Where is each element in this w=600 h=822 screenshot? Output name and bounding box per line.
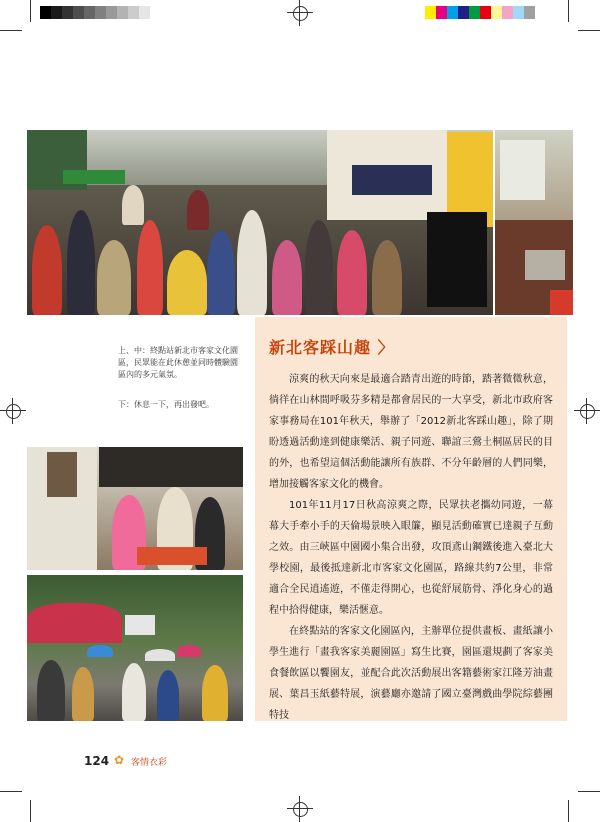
section-name: 客情衣彩 [131, 758, 168, 768]
calibration-swatch [73, 6, 84, 19]
calibration-swatch [84, 6, 95, 19]
calibration-swatch [447, 6, 458, 19]
article-body [269, 369, 553, 726]
crop-mark [568, 0, 569, 22]
calibration-swatch [425, 6, 436, 19]
calibration-swatch [524, 6, 535, 19]
calibration-swatch [469, 6, 480, 19]
article-title: 新北客踩山趣 〉 [269, 338, 395, 357]
calibration-swatch [513, 6, 524, 19]
registration-mark-right [574, 398, 600, 424]
calibration-swatch [491, 6, 502, 19]
calibration-swatch [51, 6, 62, 19]
calibration-swatch [502, 6, 513, 19]
registration-mark-left [0, 398, 26, 424]
color-calibration-bar [425, 6, 535, 19]
crop-mark [578, 30, 600, 31]
photo-food-booth [27, 447, 243, 570]
photo-courtyard-plants [495, 130, 573, 315]
caption-top: 上、中：終點站新北市客家文化園區，民眾能在此休憩並同時體驗園區內的多元氣氛。 [118, 346, 238, 379]
registration-mark-top [287, 0, 313, 26]
crop-mark [0, 30, 22, 31]
caption-bottom: 下：休息一下，再出發吧。 [118, 400, 214, 409]
calibration-swatch [40, 6, 51, 19]
calibration-swatch [95, 6, 106, 19]
speaker [427, 212, 487, 307]
calibration-swatch [458, 6, 469, 19]
article-paragraph-2: 101年11月17日秋高涼爽之際，民眾扶老攜幼同遊，一幕幕大手牽小手的天倫場景映入眼簾，顯見活動確實已達親子互動之效。由三峽區中園國小集合出發，攻頂鳶山鋼鐵後進入臺北大學校園，最後抵達新北市客家文化園區，路線共約7公里，非常適合全民逍遙遊，不僅走得開心，也從舒展筋骨、淨化身心的過程中拾得健康，樂活愜意。 [269, 500, 553, 616]
calibration-swatch [128, 6, 139, 19]
photo-crowd-at-park [27, 130, 493, 315]
tent-red [27, 603, 122, 643]
article-paragraph-3: 在終點站的客家文化園區內，主辦單位提供畫板、畫紙讓小學生進行「畫我客家美麗園區」寫生比賽，園區還規劃了客家美食餐飲區以饗園友，並配合此次活動展出客籍藝術家江隆芳油畫展、葉昌玉紙藝特展，演藝廳亦邀請了國立臺灣戲曲學院綜藝團特技 [269, 626, 553, 721]
crop-mark [30, 0, 31, 22]
calibration-swatch [150, 6, 161, 19]
crop-mark [0, 791, 22, 792]
registration-mark-bottom [287, 796, 313, 822]
calibration-swatch [139, 6, 150, 19]
calibration-swatch [106, 6, 117, 19]
crop-mark [578, 791, 600, 792]
calibration-swatch [436, 6, 447, 19]
grayscale-calibration-bar [40, 6, 161, 19]
flower-icon: ✿ [114, 753, 125, 767]
green-sign [63, 170, 125, 184]
calibration-swatch [62, 6, 73, 19]
photo-rainy-path [27, 575, 243, 721]
crop-mark [568, 800, 569, 822]
calibration-swatch [117, 6, 128, 19]
article-panel [255, 317, 567, 721]
calibration-swatch [480, 6, 491, 19]
crop-mark [30, 800, 31, 822]
page-number: 124 [84, 754, 110, 768]
article-paragraph-1: 涼爽的秋天向來是最適合踏青出遊的時節，踏著微微秋意，徜徉在山林間呼吸芬多精是都會居民的一大享受，新北市政府客家事務局在101年秋天，舉辦了「2012新北客踩山趣」，除了期盼透過活動達到健康樂活、親子同遊、聯誼三鶯土桐區居民的目的外，也希望這個活動能讓所有族群、不分年齡層的人們同樂，增加接觸客家文化的機會。 [269, 374, 553, 490]
food-trays [137, 547, 207, 565]
